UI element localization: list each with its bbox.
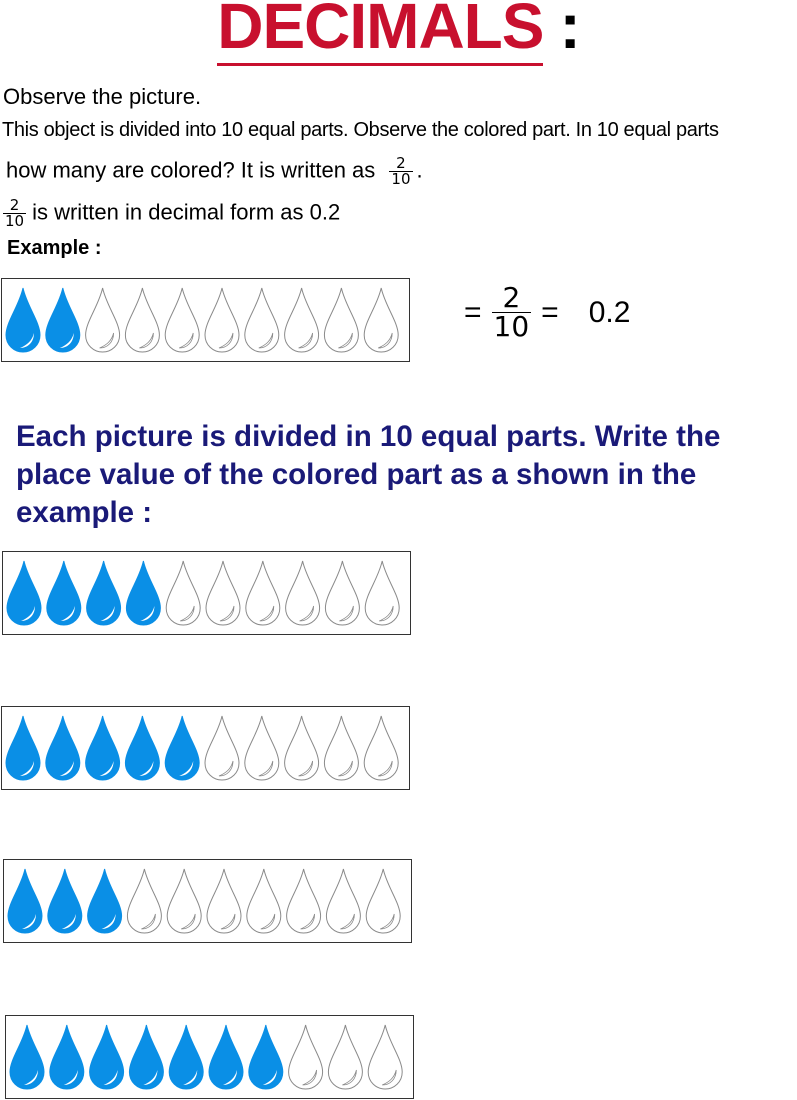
drop-bar — [3, 859, 412, 943]
empty-drop — [286, 561, 320, 625]
page-title — [0, 0, 797, 62]
colored-drop — [90, 1025, 124, 1089]
fraction-numerator: 2 — [3, 198, 26, 214]
colored-drop — [46, 288, 80, 352]
empty-drop — [207, 869, 241, 933]
intro-line-1: Observe the picture. — [3, 84, 202, 109]
colored-drop — [6, 716, 40, 780]
drop-bar — [2, 551, 411, 635]
empty-drop — [285, 288, 319, 352]
example-decimal: 0.2 — [588, 295, 631, 329]
empty-drop — [366, 869, 400, 933]
empty-drop — [246, 561, 280, 625]
colored-drop — [165, 716, 199, 780]
intro-line-4-text: is written in decimal form as 0.2 — [32, 199, 341, 225]
equals-sign: = — [464, 295, 482, 329]
empty-drop — [325, 561, 359, 625]
colored-drop — [6, 288, 40, 352]
empty-drop — [165, 288, 199, 352]
empty-drop — [166, 561, 200, 625]
example-equation — [454, 281, 631, 343]
colored-drop — [7, 561, 41, 625]
colored-drop — [47, 561, 81, 625]
intro-fraction — [389, 156, 412, 187]
example-fraction — [492, 281, 532, 343]
colored-drop — [86, 716, 120, 780]
empty-drop — [326, 869, 360, 933]
empty-drop — [289, 1025, 323, 1089]
colored-drop — [209, 1025, 243, 1089]
drop-bar-drawing — [2, 707, 409, 789]
empty-drop — [127, 869, 161, 933]
drop-bar-drawing — [4, 860, 411, 942]
intro-line-4 — [3, 198, 340, 229]
fraction-denominator: 10 — [5, 212, 25, 230]
fraction-denominator: 10 — [493, 310, 530, 343]
intro-line-3-text: how many are colored? It is written as — [6, 157, 376, 183]
colored-drop — [8, 869, 42, 933]
empty-drop — [328, 1025, 362, 1089]
colored-drop — [87, 561, 121, 625]
drop-bar — [5, 1015, 414, 1099]
drop-bar-drawing — [3, 552, 410, 634]
title-text: DECIMALS — [217, 0, 543, 66]
empty-drop — [245, 288, 279, 352]
drop-bar-drawing — [6, 1016, 413, 1098]
colored-drop — [10, 1025, 44, 1089]
colored-drop — [88, 869, 122, 933]
empty-drop — [206, 561, 240, 625]
empty-drop — [287, 869, 321, 933]
fraction-numerator: 2 — [389, 156, 412, 172]
equals-sign: = — [541, 295, 559, 329]
fraction-numerator: 2 — [492, 284, 532, 313]
empty-drop — [167, 869, 201, 933]
colored-drop — [48, 869, 82, 933]
empty-drop — [285, 716, 319, 780]
empty-drop — [247, 869, 281, 933]
drop-bar — [1, 706, 410, 790]
intro-line-3-end: . — [416, 157, 423, 183]
empty-drop — [324, 288, 358, 352]
empty-drop — [324, 716, 358, 780]
title-colon: : — [559, 0, 580, 62]
fraction-denominator: 10 — [391, 170, 411, 188]
empty-drop — [125, 288, 159, 352]
decimal-fraction — [3, 198, 26, 229]
colored-drop — [249, 1025, 283, 1089]
empty-drop — [364, 288, 398, 352]
intro-line-2: This object is divided into 10 equal parts. Observe the colored part. In 10 equal parts — [2, 119, 719, 141]
exercise-instruction: Each picture is divided in 10 equal parts. Write the place value of the colored part as a shown in the example : — [16, 420, 721, 529]
colored-drop — [125, 716, 159, 780]
drop-bar-drawing — [2, 279, 409, 361]
intro-line-3 — [6, 156, 423, 187]
empty-drop — [364, 716, 398, 780]
example-label: Example : — [7, 237, 102, 259]
empty-drop — [205, 716, 239, 780]
drop-bar — [1, 278, 410, 362]
colored-drop — [126, 561, 160, 625]
colored-drop — [129, 1025, 163, 1089]
empty-drop — [368, 1025, 402, 1089]
empty-drop — [365, 561, 399, 625]
colored-drop — [46, 716, 80, 780]
empty-drop — [205, 288, 239, 352]
empty-drop — [245, 716, 279, 780]
colored-drop — [169, 1025, 203, 1089]
empty-drop — [86, 288, 120, 352]
colored-drop — [50, 1025, 84, 1089]
